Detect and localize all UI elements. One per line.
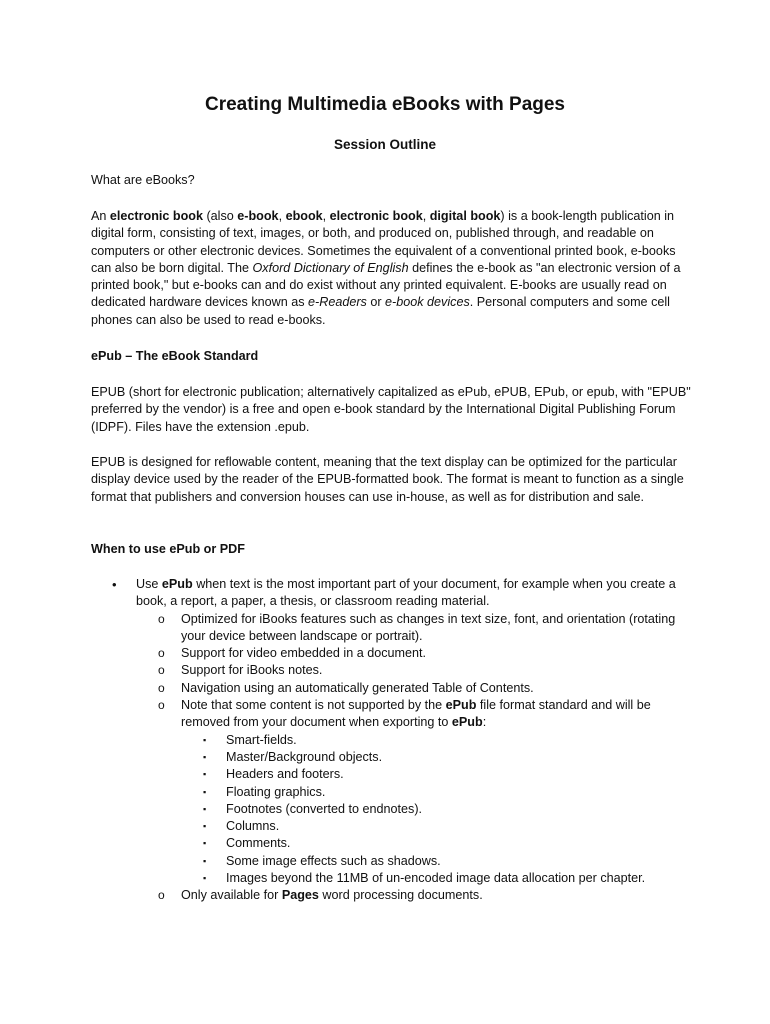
square-marker: ▪ — [203, 769, 207, 780]
list-item: ▪ Comments. — [91, 835, 691, 852]
bullet-marker: • — [112, 577, 117, 592]
list-item: o Navigation using an automatically generated Table of Contents. — [91, 680, 691, 697]
list-item: o Note that some content is not supported by the ePub file format standard and will be removed from your document when exporting to ePub: — [158, 698, 651, 730]
square-marker: ▪ — [203, 838, 207, 849]
square-marker: ▪ — [203, 803, 207, 814]
question-ebooks: What are eBooks? — [91, 173, 195, 187]
paragraph-epub-definition: EPUB (short for electronic publication; alternatively capitalized as ePub, ePUB, EPub, or epub, with "EPUB" preferred by the vendor) is a free and open e-book standard by the International Digital Publishing Forum (IDPF). Files have the extension .epub. — [91, 385, 691, 434]
paragraph-epub-reflowable: EPUB is designed for reflowable content, meaning that the text display can be optimized for the particular display device used by the reader of the EPUB-formatted book. The format is meant to function as a single format that publishers and conversion houses can use in-house, as well as for distribution and sale. — [91, 455, 684, 504]
square-marker: ▪ — [203, 734, 207, 745]
heading-when-to-use: When to use ePub or PDF — [91, 542, 245, 556]
square-marker: ▪ — [203, 855, 207, 866]
list-item: ▪ Columns. — [91, 818, 691, 835]
list-item: ▪ Master/Background objects. — [91, 749, 691, 766]
document-subtitle: Session Outline — [333, 137, 437, 152]
document-title: Creating Multimedia eBooks with Pages — [204, 94, 566, 115]
circle-marker: o — [158, 611, 165, 626]
square-marker: ▪ — [203, 751, 207, 762]
circle-marker: o — [158, 698, 165, 713]
list-item: ▪ Some image effects such as shadows. — [91, 853, 691, 870]
list-item: ▪ Footnotes (converted to endnotes). — [91, 801, 691, 818]
list-item: • Use ePub when text is the most important part of your document, for example when you create a book, a report, a paper, a thesis, or classroom reading material. — [112, 577, 676, 609]
heading-epub-standard: ePub – The eBook Standard — [91, 349, 259, 363]
circle-marker: o — [158, 663, 165, 678]
list-item: o Support for video embedded in a document. — [91, 645, 691, 662]
list-item: ▪ Smart-fields. — [91, 732, 691, 749]
list-item: o Support for iBooks notes. — [91, 662, 691, 679]
list-item: ▪ Headers and footers. — [91, 766, 691, 783]
list-item: ▪ Images beyond the 11MB of un-encoded image data allocation per chapter. — [91, 870, 691, 887]
circle-marker: o — [158, 646, 165, 661]
square-marker: ▪ — [203, 786, 207, 797]
epub-usage-list — [91, 576, 691, 905]
circle-marker: o — [158, 888, 165, 903]
list-item: o Only available for Pages word processing documents. — [91, 887, 691, 904]
circle-marker: o — [158, 680, 165, 695]
square-marker: ▪ — [203, 873, 207, 884]
square-marker: ▪ — [203, 821, 207, 832]
list-item: ▪ Floating graphics. — [91, 784, 691, 801]
paragraph-ebook-definition: An electronic book (also e-book, ebook, electronic book, digital book) is a book-length publication in digital form, consisting of text, images, or both, and produced on, published through, and readable on computers or other electronic devices. Sometimes the equivalent of a conventional printed book, e-books can also be born digital. The Oxford Dictionary of English defines the e-book as "an electronic version of a printed book," but e-books can and do exist without any printed equivalent. E-books are usually read on dedicated hardware devices known as e-Readers or e-book devices. Personal computers and some cell phones can also be used to read e-books. — [91, 209, 681, 327]
list-item: o Optimized for iBooks features such as changes in text size, font, and orientation (rotating your device between landscape or portrait). — [158, 611, 676, 643]
